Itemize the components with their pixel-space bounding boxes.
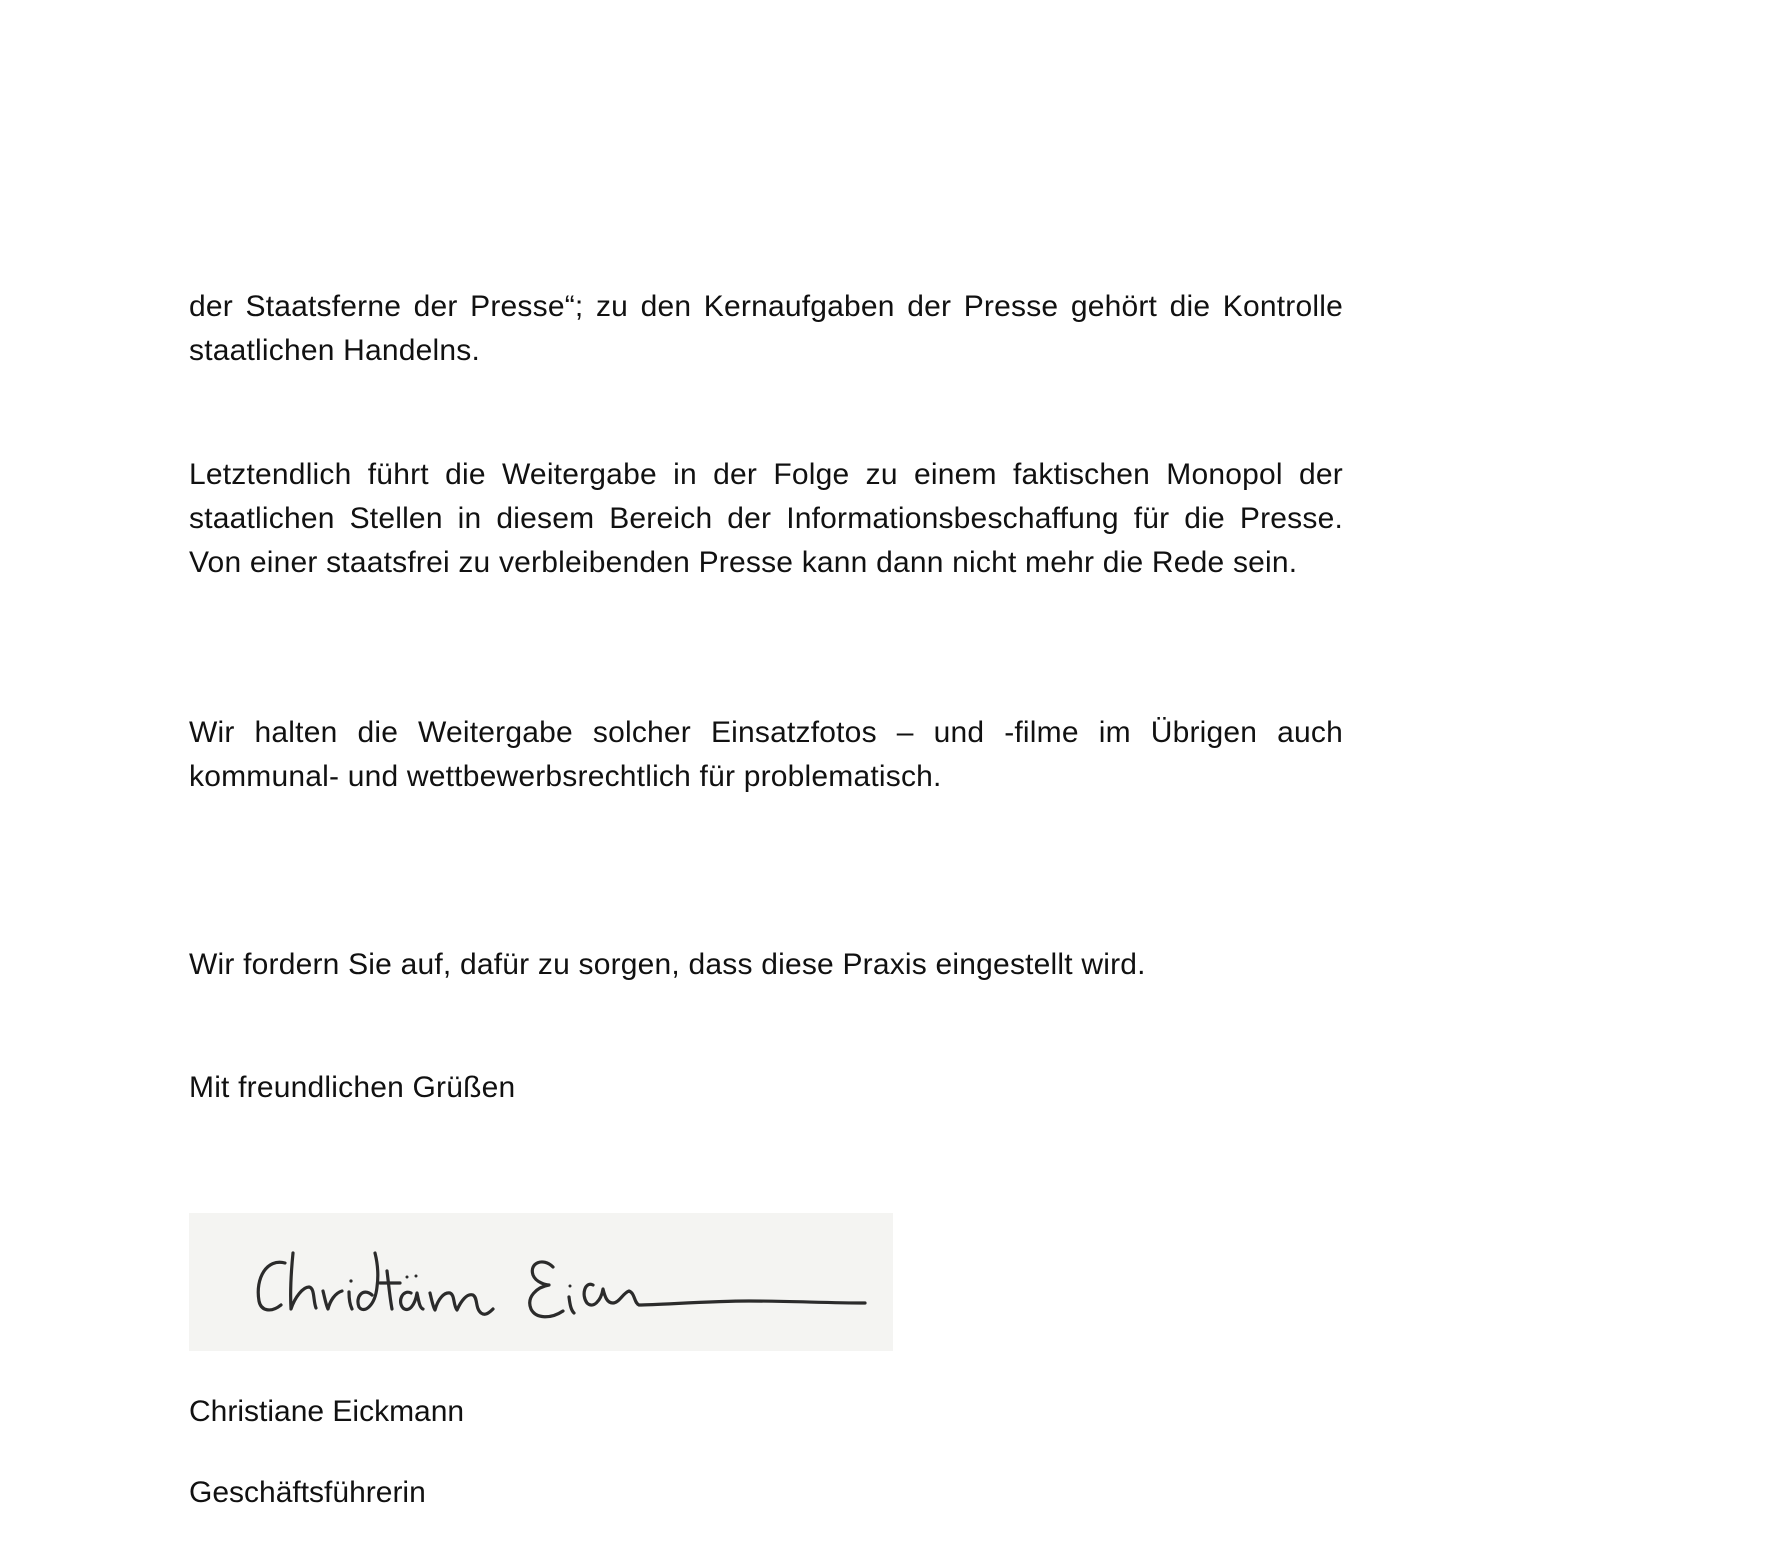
paragraph-monopoly: Letztendlich führt die Weitergabe in der Folge zu einem faktischen Monopol der staatlichen Stellen in diesem Bereich der Informationsbeschaffung für die Presse. Von einer staatsfrei zu verbleibenden Presse kann dann nicht mehr die Rede sein.	[189, 458, 1343, 579]
paragraph-legal-concerns: Wir halten die Weitergabe solcher Einsatzfotos – und -filme im Übrigen auch kommunal- und wettbewerbsrechtlich für problematisch.	[189, 716, 1343, 793]
paragraph-demand: Wir fordern Sie auf, dafür zu sorgen, dass diese Praxis eingestellt wird.	[189, 948, 1146, 981]
handwritten-signature	[189, 1213, 893, 1351]
signer-name: Christiane Eickmann	[189, 1395, 465, 1428]
signature-image	[189, 1213, 893, 1351]
signer-role: Geschäftsführerin	[189, 1476, 426, 1509]
closing-salutation: Mit freundlichen Grüßen	[189, 1071, 516, 1104]
paragraph-press-independence: der Staatsferne der Presse“; zu den Kernaufgaben der Presse gehört die Kontrolle staatlichen Handelns.	[189, 290, 1343, 367]
